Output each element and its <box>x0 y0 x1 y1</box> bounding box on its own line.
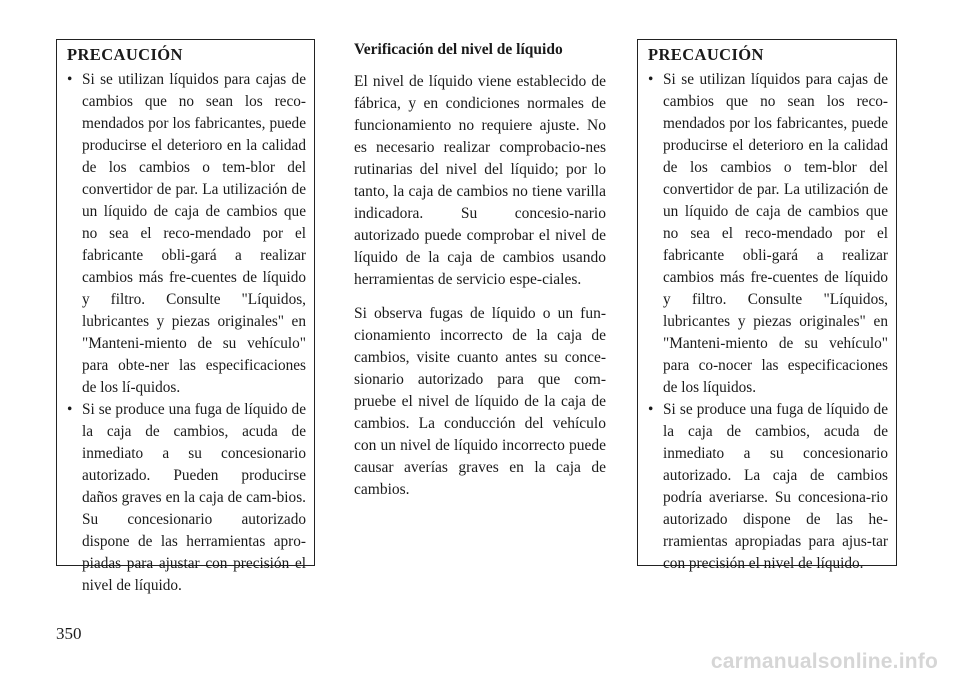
bullet-icon: • <box>67 401 73 418</box>
caution-item-text: Si se utilizan líquidos para cajas de cambios que no sean los reco-mendados por los fabricantes, puede producirse el deterioro en la calidad de los cambios o tem-blor del convertidor de par. La utilización de un líquido de caja de cambios que no sea el reco-mendado por el fabricante obli-gará a realizar cambios más fre-cuentes de líquido y filtro. Consulte "Líquidos, lubricantes y piezas originales" en "Manteni-miento de su vehículo" para co-nocer las especificaciones de los líquidos. <box>663 71 888 396</box>
bullet-icon: • <box>648 71 654 88</box>
caution-list <box>648 69 888 575</box>
body-paragraph: El nivel de líquido viene establecido de fábrica, y en condiciones normales de funcionamiento no requiere ajuste. No es necesario realizar comprobacio-nes rutinarias del nivel del líquido; por lo tanto, la caja de cambios no tiene varilla indicadora. Su concesio-nario autorizado puede comprobar el nivel de líquido de la caja de cambios usando herramientas de servicio espe-ciales. <box>354 73 606 288</box>
caution-item <box>67 399 306 597</box>
caution-item <box>648 399 888 575</box>
fluid-level-section <box>354 39 606 501</box>
caution-list <box>67 69 306 597</box>
section-heading: Verificación del nivel de líquido <box>354 41 563 58</box>
caution-item-text: Si se produce una fuga de líquido de la caja de cambios, acuda de inmediato a su concesionario autorizado. Pueden producirse daños graves en la caja de cam-bios. Su concesionario autorizado dispone de las herramientas apro-piadas para ajustar con precisión el nivel de líquido. <box>82 401 306 594</box>
body-paragraph: Si observa fugas de líquido o un fun-cionamiento incorrecto de la caja de cambios, visite cuanto antes su conce-sionario autorizado para que com-pruebe el nivel de líquido de la caja de cambios. La conducción del vehículo con un nivel de líquido incorrecto puede causar averías graves en la caja de cambios. <box>354 305 606 498</box>
caution-title: PRECAUCIÓN <box>648 45 764 64</box>
caution-box-right <box>637 39 897 572</box>
page-number: 350 <box>56 624 82 643</box>
caution-title: PRECAUCIÓN <box>67 45 183 64</box>
caution-item <box>648 69 888 399</box>
watermark: carmanualsonline.info <box>710 650 938 673</box>
caution-box-left <box>56 39 315 594</box>
caution-item-text: Si se utilizan líquidos para cajas de cambios que no sean los reco-mendados por los fabricantes, puede producirse el deterioro en la calidad de los cambios o tem-blor del convertidor de par. La utilización de un líquido de caja de cambios que no sea el reco-mendado por el fabricante obli-gará a realizar cambios más fre-cuentes de líquido y filtro. Consulte "Líquidos, lubricantes y piezas originales" en "Manteni-miento de su vehículo" para obte-ner las especificaciones de los lí-quidos. <box>82 71 306 396</box>
bullet-icon: • <box>648 401 654 418</box>
caution-item-text: Si se produce una fuga de líquido de la caja de cambios, acuda de inmediato a su concesionario autorizado. La caja de cambios podría averiarse. Su concesiona-rio autorizado dispone de las he-rramientas apropiadas para ajus-tar con precisión el nivel de líquido. <box>663 401 888 572</box>
caution-item <box>67 69 306 399</box>
bullet-icon: • <box>67 71 73 88</box>
